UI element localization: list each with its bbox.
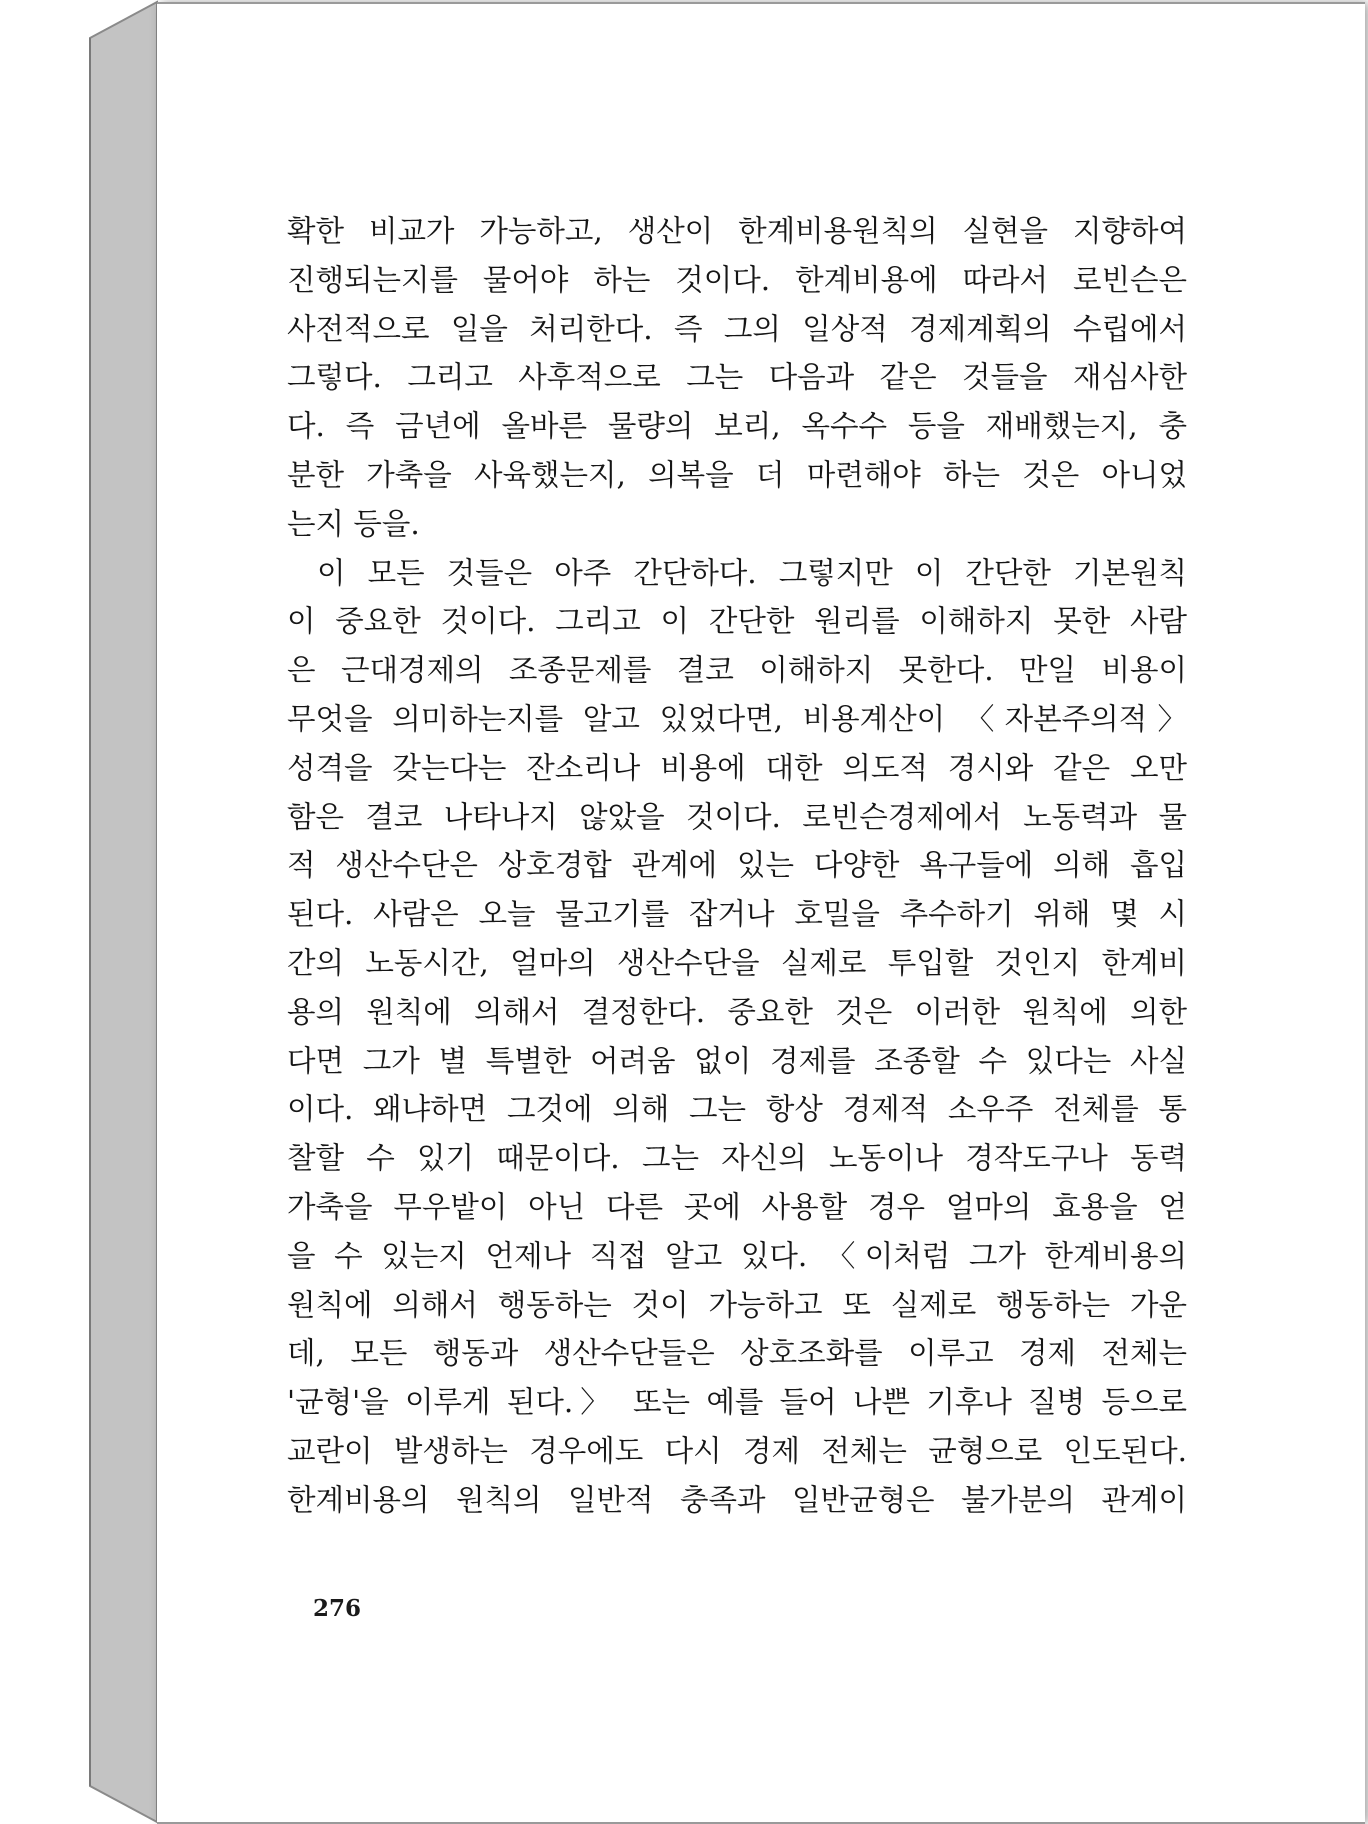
page-number: 276 [313, 1595, 362, 1622]
text-line: 교란이 발생하는 경우에도 다시 경제 전체는 균형으로 인도된다. [287, 1433, 1187, 1468]
text-line: 사전적으로 일을 처리한다. 즉 그의 일상적 경제계획의 수립에서 [287, 311, 1187, 346]
text-line: 성격을 갖는다는 잔소리나 비용에 대한 의도적 경시와 같은 오만 [287, 750, 1187, 785]
text-line: 간의 노동시간, 얼마의 생산수단을 실제로 투입할 것인지 한계비 [287, 945, 1187, 980]
book-page [157, 2, 1365, 1824]
text-line: 은 근대경제의 조종문제를 결코 이해하지 못한다. 만일 비용이 [287, 653, 1187, 688]
book-spine [0, 0, 160, 1824]
text-line: 확한 비교가 가능하고, 생산이 한계비용원칙의 실현을 지향하여 [287, 214, 1187, 248]
text-line: 는지 등을. [287, 506, 420, 541]
text-line: '균형'을 이루게 된다.〉 또는 예를 들어 나쁜 기후나 질병 등으로 [287, 1385, 1187, 1420]
text-line: 무엇을 의미하는지를 알고 있었다면, 비용계산이 〈자본주의적〉 [287, 701, 1187, 736]
text-line: 찰할 수 있기 때문이다. 그는 자신의 노동이나 경작도구나 동력 [287, 1141, 1187, 1176]
text-line: 용의 원칙에 의해서 결정한다. 중요한 것은 이러한 원칙에 의한 [287, 994, 1187, 1029]
text-line: 이 중요한 것이다. 그리고 이 간단한 원리를 이해하지 못한 사람 [287, 604, 1187, 639]
text-line: 이 모든 것들은 아주 간단하다. 그렇지만 이 간단한 기본원칙 [317, 555, 1187, 590]
text-line: 원칙에 의해서 행동하는 것이 가능하고 또 실제로 행동하는 가운 [287, 1287, 1187, 1322]
text-line: 가축을 무우밭이 아닌 다른 곳에 사용할 경우 얼마의 효용을 얻 [287, 1189, 1187, 1224]
text-line: 적 생산수단은 상호경합 관계에 있는 다양한 욕구들에 의해 흡입 [287, 848, 1187, 883]
text-line: 데, 모든 행동과 생산수단들은 상호조화를 이루고 경제 전체는 [287, 1336, 1187, 1371]
text-line: 된다. 사람은 오늘 물고기를 잡거나 호밀을 추수하기 위해 몇 시 [287, 897, 1187, 932]
text-line: 다면 그가 별 특별한 어려움 없이 경제를 조종할 수 있다는 사실 [287, 1043, 1187, 1078]
text-line: 이다. 왜냐하면 그것에 의해 그는 항상 경제적 소우주 전체를 통 [287, 1092, 1187, 1127]
text-line: 그렇다. 그리고 사후적으로 그는 다음과 같은 것들을 재심사한 [287, 360, 1187, 395]
body-text [287, 207, 1187, 1525]
text-line: 진행되는지를 물어야 하는 것이다. 한계비용에 따라서 로빈슨은 [287, 262, 1187, 297]
text-line: 함은 결코 나타나지 않았을 것이다. 로빈슨경제에서 노동력과 물 [287, 799, 1187, 834]
text-line: 분한 가축을 사육했는지, 의복을 더 마련해야 하는 것은 아니었 [287, 457, 1187, 492]
text-line: 을 수 있는지 언제나 직접 알고 있다. 〈이처럼 그가 한계비용의 [287, 1238, 1187, 1273]
text-line: 다. 즉 금년에 올바른 물량의 보리, 옥수수 등을 재배했는지, 충 [287, 409, 1187, 444]
text-line: 한계비용의 원칙의 일반적 충족과 일반균형은 불가분의 관계이 [287, 1482, 1187, 1517]
